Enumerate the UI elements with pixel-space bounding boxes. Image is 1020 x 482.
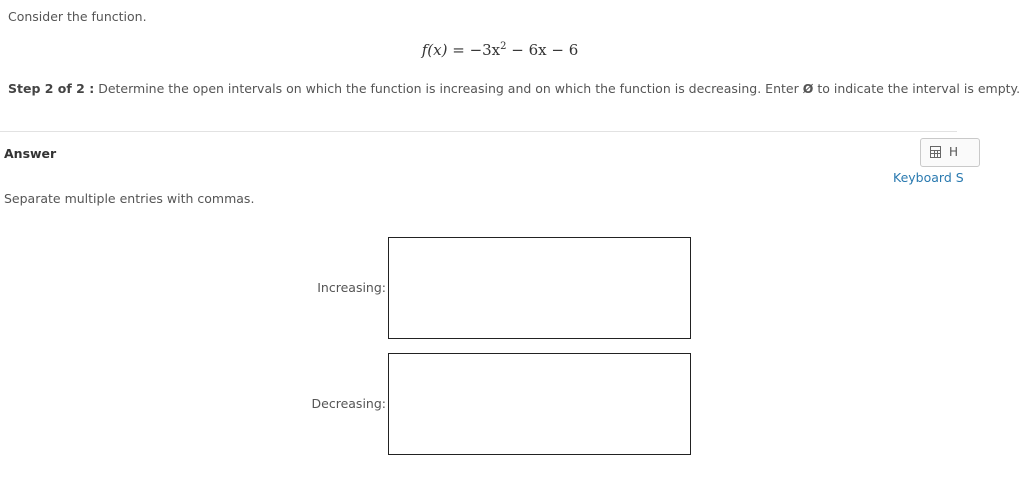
section-divider: [0, 131, 957, 132]
step-label: Step 2 of 2 :: [8, 81, 95, 96]
increasing-label: Increasing:: [317, 280, 386, 295]
increasing-input[interactable]: [388, 237, 691, 339]
keyboard-icon: [930, 146, 941, 158]
step-text-after: to indicate the interval is empty.: [813, 81, 1020, 96]
keyboard-shortcuts-link[interactable]: Keyboard S: [893, 170, 964, 185]
formula-term1: −3x: [469, 41, 501, 59]
formula-rest: − 6x − 6: [506, 41, 579, 59]
answer-instructions: Separate multiple entries with commas.: [4, 191, 255, 206]
decreasing-label: Decreasing:: [311, 396, 386, 411]
formula-equals: =: [452, 41, 465, 59]
decreasing-input[interactable]: [388, 353, 691, 455]
empty-set-symbol: Ø: [802, 81, 814, 96]
keyboard-help-button[interactable]: [920, 138, 980, 167]
step-text-before: Determine the open intervals on which the function is increasing and on which the function is decreasing. Enter: [94, 81, 803, 96]
answer-heading: Answer: [4, 146, 57, 161]
problem-intro: Consider the function.: [8, 9, 147, 24]
keyboard-help-button-label: H: [949, 145, 959, 159]
function-formula: [0, 41, 1000, 59]
step-instructions: [8, 81, 1020, 96]
formula-lhs: f(x): [421, 41, 448, 59]
formula-exponent: 2: [500, 41, 507, 52]
